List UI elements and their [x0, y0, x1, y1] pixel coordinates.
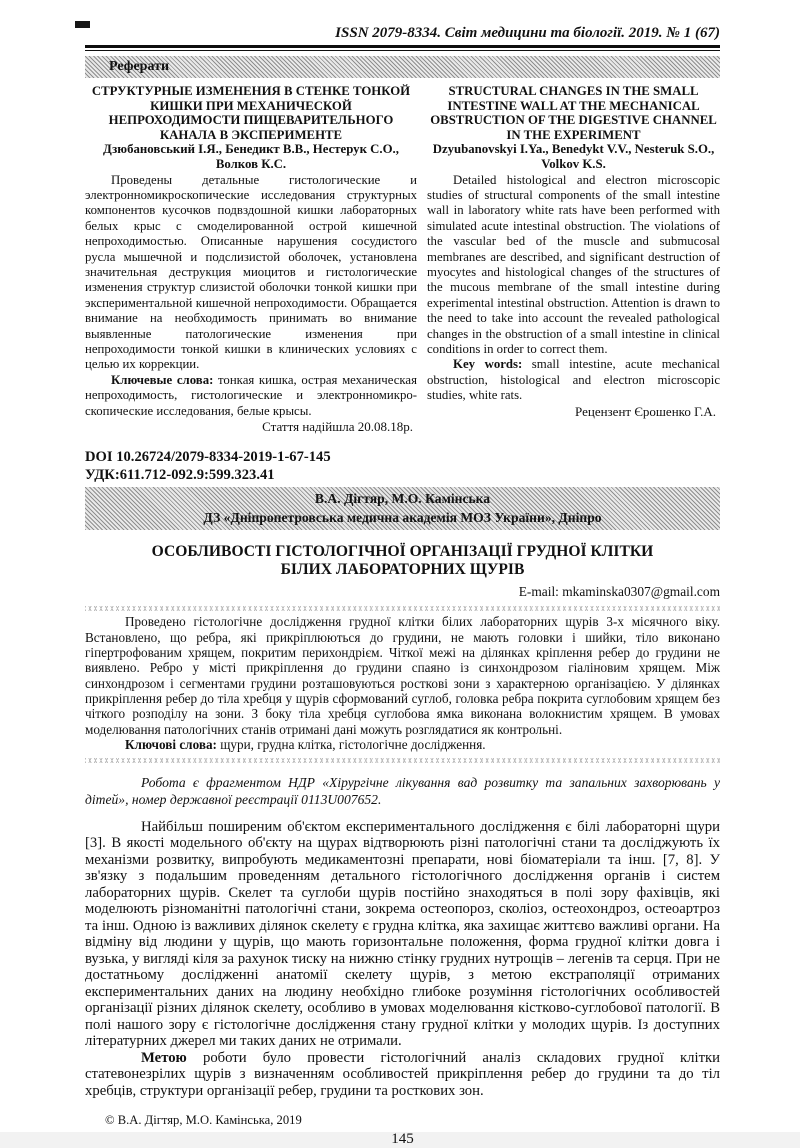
keywords-text-ru: тонкая кишка, острая механическая непроходимость, гистологические и электронномикро-скопические исследования, белые крысы.: [85, 372, 417, 418]
body-paragraph-1: Найбільш поширеним об'єктом експериментального дослідження є білі лабораторні щури [3]. В якості модельного об'єкту на щурах відтворюють різні патологічні стани та досліджують їх механізми розвитку, випробують медикаментозні препарати, нові біоматеріали та інш. [7, 8]. У зв'язку з подальшим проведенням детального гістологічного дослідження органів і систем лабораторних щурів. Скелет та суглоби щурів постійно знаходяться в полі зору фахівців, які моделюють різноманітні патологічні стани, зокрема остеопороз, сколіоз, остеохондроз, остеоартроз та інш. Одною із важливих ділянок скелету є грудна клітка, яка захищає життєво важливі органи. На відміну від людини у щурів, що мають горизонтальне положення, форма грудної клітки довга і вузька, у вигляді кіля за рахунок тиску на нижню стінку грудних нутрощів – легенів та серця. При не достатньому дослідженні анатомії скелету щурів, з метою екстраполяції отриманих експериментальних даних на людину необхідно глибоке розуміння гістологічних особливостей організації різних ділянок скелету, особливо в умовах моделювання кістково-суглобової патології. В полі нашого зору є гістологічне дослідження стану грудної клітки у молодих щурів. Із доступних літературних джерел ми таких даних не отримали.: [85, 818, 720, 1050]
header-rule: [85, 45, 720, 51]
doi-line: DOI 10.26724/2079-8334-2019-1-67-145: [85, 449, 331, 466]
article-title: [85, 543, 720, 579]
section-label: Реферати: [109, 59, 170, 74]
page-number: 145: [391, 1131, 414, 1148]
abstract-body-ru: Проведены детальные гистологические и электронномикроскопические исследования структурных компонентов кусочков подвздошной кишки лабораторных белых крыс с смоделированной острой кишечной непроходимостью. Описанные нарушения сосудистого русла мышечной и подслизистой оболочек, установлена значительная деструкция миоцитов и гистологические изменения структур слизистой оболочки тонкой кишки при экспериментальной кишечной непроходимости. Обращается внимание на необходимость принимать во внимание выявленные патологические изменения при непроходимости тонкой кишки в клинических условиях с целью их коррекции.: [85, 172, 417, 372]
page-content: [85, 0, 720, 1148]
abstract-keywords-ru: [85, 373, 417, 419]
article-authors: В.А. Дігтяр, М.О. Камінська: [314, 491, 491, 507]
article-abstract-ua: Проведено гістологічне дослідження грудної клітки білих лабораторних щурів 3-х місячного віку. Встановлено, що ребра, які прикріплюються до грудини, не мають головки і шийки, тіло виконано гіпертрофованим хрящем, покритим перихондрієм. Чіткої межі на ділянках кріплення ребер до грудини не виявлено. Ребро у місті прикріплення до грудини спаяно із синхондрозом гіаліновим хрящем. Між синхондрозом і сегментами грудини розташовуються росткові зони з характерною організацією. У ділянках прикріплення ребер до тіла хребця у щурів сформований суглоб, головка ребра покрита суглобовим хрящем без чіткого розподілу на зони. З боку тіла хребця суглобова ямка виконана волокнистим хрящем. В умовах моделювання патологічних станів отримані дані можуть розглядатися як контрольні.: [85, 614, 720, 737]
body-paragraph-2-text: роботи було провести гістологічний аналіз складових грудної клітки статевонезрілих щурів з визначенням особливостей прикріплення ребер до грудини та до тіл хребців, структури організації ребер, грудини та росткових зон.: [85, 1049, 720, 1099]
doi-udc-block: [85, 448, 720, 484]
abstract-authors-ru: Дзюбановський І.Я., Бенедикт В.В., Нестерук С.О., Волков К.С.: [103, 142, 399, 171]
udc-line: УДК:611.712-092.9:599.323.41: [85, 467, 275, 484]
zigzag-divider-bottom: [85, 758, 720, 763]
abstract-keywords-en: [427, 357, 720, 403]
copyright-line: © В.А. Дігтяр, М.О. Камінська, 2019: [105, 1113, 302, 1128]
body-paragraph-2: [85, 1050, 720, 1100]
abstract-title-ru: СТРУКТУРНЫЕ ИЗМЕНЕНИЯ В СТЕНКЕ ТОНКОЙ КИШКИ ПРИ МЕХАНИЧЕСКОЙ НЕПРОХОДИМОСТИ ПИЩЕВАРИТЕЛЬНОГО КАНАЛА В ЭКСПЕРИМЕНТЕ: [91, 84, 411, 142]
abstract-columns: [85, 84, 720, 434]
article-keywords-ua: [85, 737, 720, 752]
contact-email: E-mail: mkaminska0307@gmail.com: [518, 584, 720, 600]
funding-note: Робота є фрагментом НДР «Хірургічне лікування вад розвитку та запальних захворювань у дітей», номер державної реєстрації 0113U007652.: [85, 775, 720, 807]
keywords-label-en: Key words:: [453, 357, 523, 372]
body-paragraph-2-lead: Метою: [141, 1049, 187, 1066]
journal-issn-line: ISSN 2079-8334. Світ медицини та біології. 2019. № 1 (67): [335, 25, 720, 41]
abstract-title-en: STRUCTURAL CHANGES IN THE SMALL INTESTINE WALL AT THE MECHANICAL OBSTRUCTION OF THE DIGESTIVE CHANNEL IN THE EXPERIMENT: [430, 84, 717, 142]
article-title-line2: БІЛИХ ЛАБОРАТОРНИХ ЩУРІВ: [280, 561, 525, 579]
article-affiliation: ДЗ «Дніпропетровська медична академія МОЗ України», Дніпро: [203, 510, 602, 526]
article-title-line1: ОСОБЛИВОСТІ ГІСТОЛОГІЧНОЇ ОРГАНІЗАЦІЇ ГРУДНОЇ КЛІТКИ: [151, 543, 654, 561]
keywords-text-en: small intestine, acute mechanical obstruction, histological and electron microscopic studies, white rats.: [427, 357, 720, 403]
zigzag-divider-top: [85, 606, 720, 611]
abstract-column-english: [427, 84, 720, 434]
article-keywords-text: щури, грудна клітка, гістологічне дослідження.: [216, 736, 486, 752]
abstract-authors-en: Dzyubanovskyi I.Ya., Benedykt V.V., Nesteruk S.O., Volkov K.S.: [432, 142, 715, 171]
article-authors-band: [85, 487, 720, 530]
abstract-body-en: Detailed histological and electron microscopic studies of structural components of the small intestine wall in laboratory white rats have been performed with simulated acute intestinal obstruction. The violations of the vascular bed of the muscle and submucosal membranes are described, and significant destruction of myocytes and histological changes of the structures of the mucous membrane of the small intestine during experimental intestinal obstruction. Attention is drawn to the need to take into account the revealed pathological changes in the obstruction of a small intestine in clinical conditions in order to correct them.: [427, 172, 720, 357]
reviewer-note: Рецензент Єрошенко Г.А.: [575, 403, 716, 419]
section-band: [85, 56, 720, 78]
keywords-label-ru: Ключевые слова:: [111, 372, 214, 387]
abstract-column-russian: [85, 84, 417, 434]
article-keywords-label: Ключові слова:: [125, 736, 217, 752]
article-received-note: Стаття надійшла 20.08.18р.: [262, 419, 413, 435]
